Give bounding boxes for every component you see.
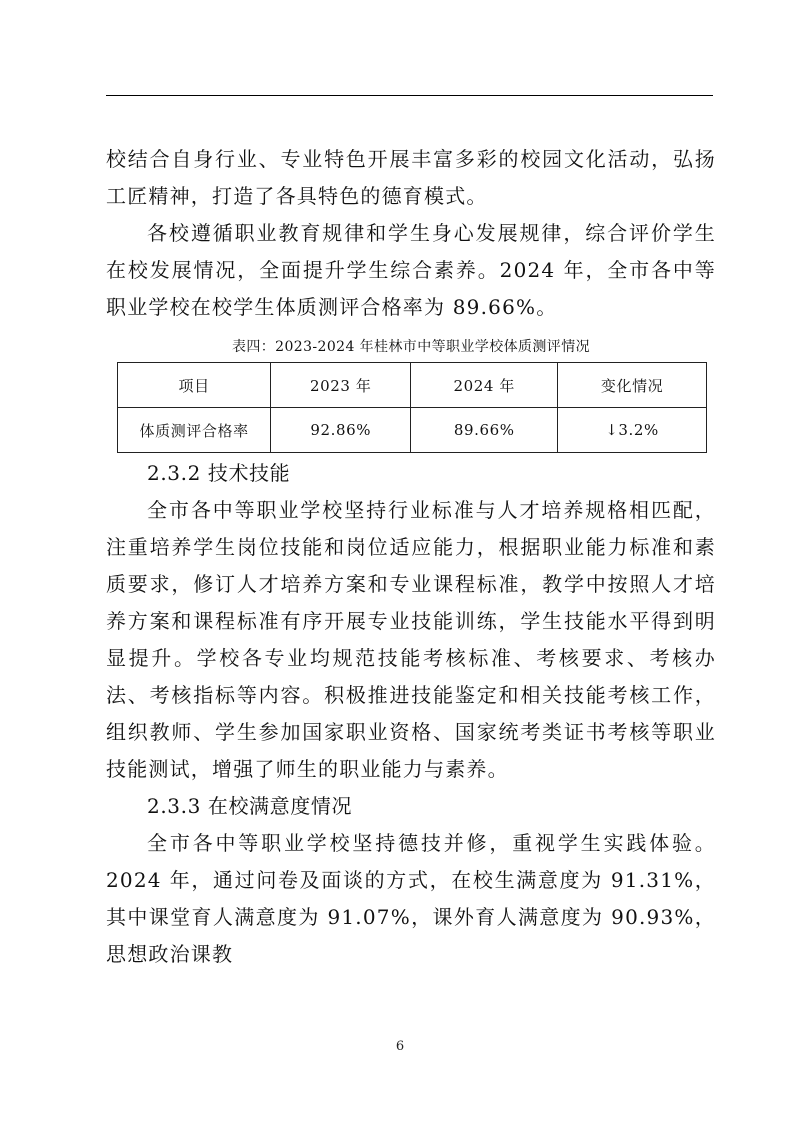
table-header-row [118, 363, 707, 408]
table-caption: 表四：2023-2024 年桂林市中等职业学校体质测评情况 [231, 339, 591, 355]
header-rule [106, 95, 713, 96]
header-2023: 2023 年 [271, 363, 411, 408]
header-change: 变化情况 [558, 363, 707, 408]
cell-item: 体质测评合格率 [118, 408, 271, 453]
fitness-table [117, 362, 707, 453]
header-2024: 2024 年 [411, 363, 558, 408]
table-row [118, 408, 707, 453]
page-content [106, 141, 716, 973]
paragraph-moral-education: 校结合自身行业、专业特色开展丰富多彩的校园文化活动，弘扬工匠精神，打造了各具特色的德育模式。 [106, 147, 716, 208]
cell-2024: 89.66% [411, 408, 558, 453]
section-heading-technical-skills: 2.3.2 技术技能 [147, 461, 291, 485]
paragraph-physical-fitness: 各校遵循职业教育规律和学生身心发展规律，综合评价学生在校发展情况，全面提升学生综合素养。2024 年，全市各中等职业学校在校学生体质测评合格率为 89.66%。 [106, 221, 716, 319]
header-item: 项目 [118, 363, 271, 408]
page-number: 6 [395, 1039, 405, 1054]
cell-2023: 92.86% [271, 408, 411, 453]
section-heading-satisfaction: 2.3.3 在校满意度情况 [147, 794, 353, 818]
paragraph-satisfaction: 全市各中等职业学校坚持德技并修，重视学生实践体验。2024 年，通过问卷及面谈的方式，在校生满意度为 91.31%，其中课堂育人满意度为 91.07%，课外育人满意度为 90.93%，思想政治课教 [106, 831, 716, 966]
cell-change: ↓3.2% [558, 408, 707, 453]
paragraph-technical-skills: 全市各中等职业学校坚持行业标准与人才培养规格相匹配，注重培养学生岗位技能和岗位适应能力，根据职业能力标准和素质要求，修订人才培养方案和专业课程标准，教学中按照人才培养方案和课程标准有序开展专业技能训练，学生技能水平得到明显提升。学校各专业均规范技能考核标准、考核要求、考核办法、考核指标等内容。积极推进技能鉴定和相关技能考核工作，组织教师、学生参加国家职业资格、国家统考类证书考核等职业技能测试，增强了师生的职业能力与素养。 [106, 498, 716, 781]
